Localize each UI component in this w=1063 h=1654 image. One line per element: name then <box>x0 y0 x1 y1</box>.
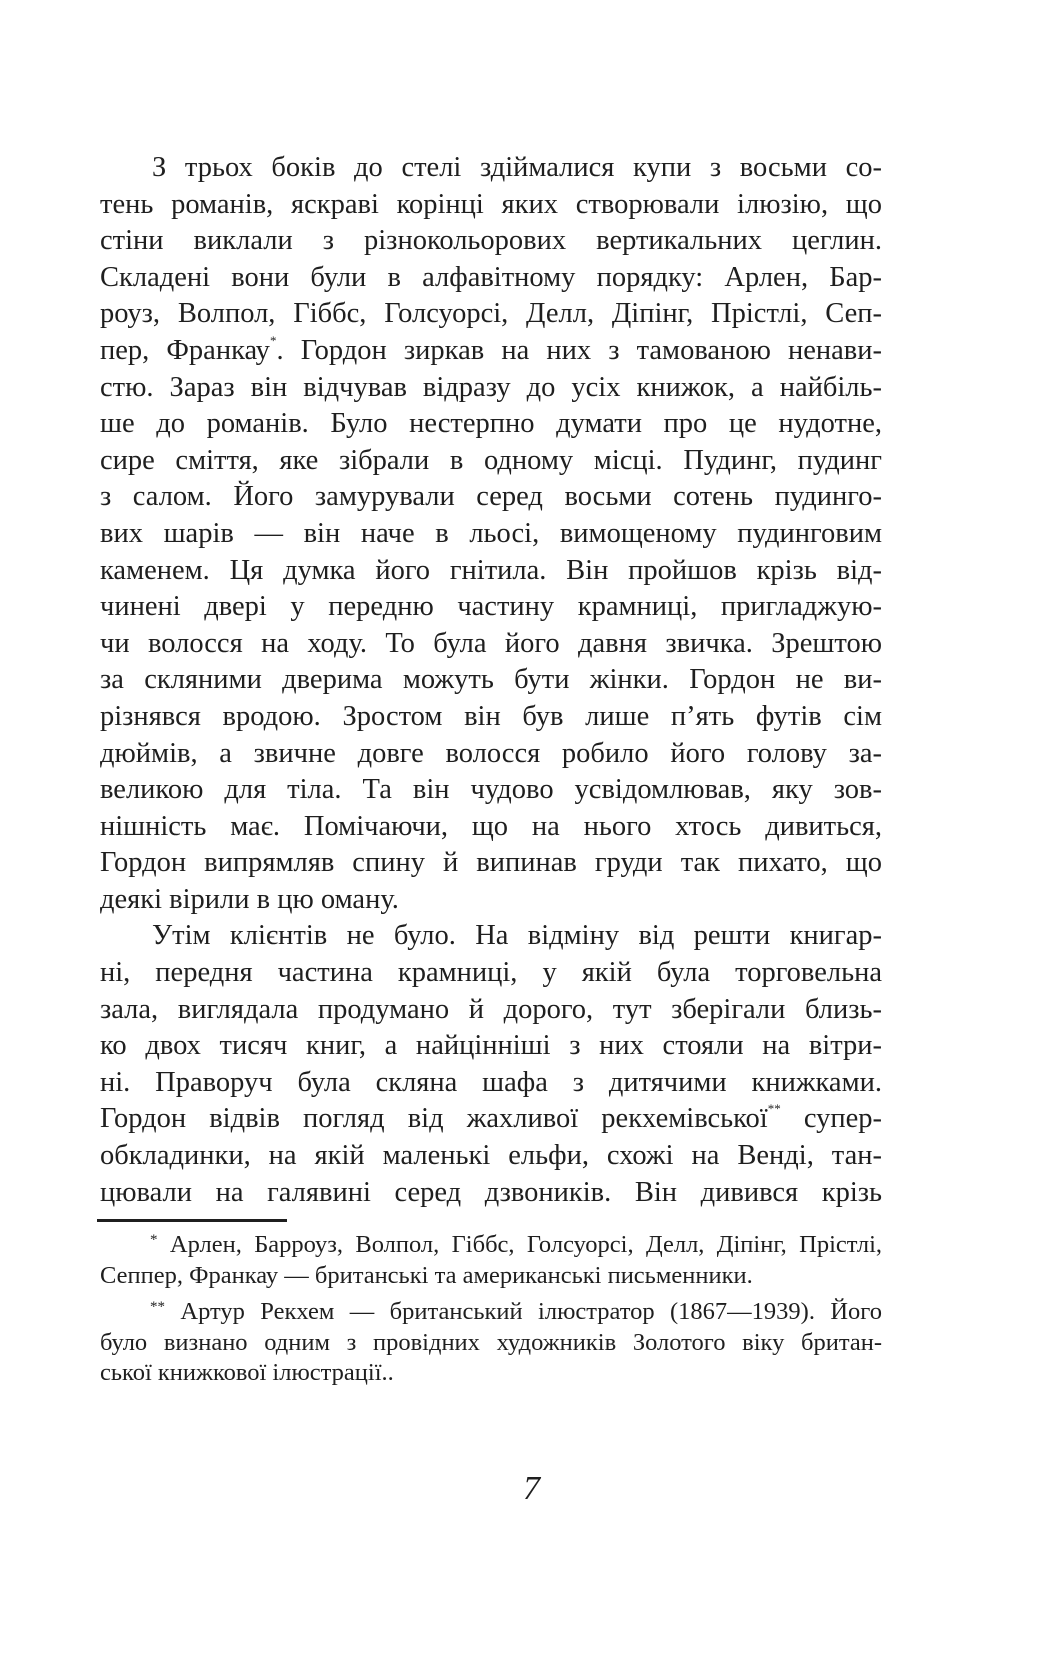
footnote-2 <box>100 1297 882 1389</box>
text-line: ні, передня частина крамниці, у якій була торговельна <box>100 957 882 989</box>
text-line: чинені двері у передню частину крамниці, пригладжую- <box>100 591 882 623</box>
footnote-1 <box>100 1230 882 1291</box>
text-line: З трьох боків до стелі здіймалися купи з восьми со- <box>152 152 882 183</box>
text-line: різнявся вродою. Зростом він був лише п’ять футів сім <box>100 700 882 732</box>
footnote-divider <box>97 1219 287 1222</box>
text-line: з салом. Його замурували серед восьми сотень пудинго- <box>100 481 882 513</box>
text-line: сире сміття, яке зібрали в одному місці. Пудинг, пудинг <box>100 444 882 476</box>
footnote-text: Арлен, Барроуз, Волпол, Гіббс, Голсуорсі, Делл, Діпінг, Прістлі, <box>157 1231 882 1258</box>
text-segment: пер, Франкау <box>100 334 270 366</box>
text-line: ко двох тисяч книг, а найцінніші з них стояли на вітри- <box>100 1030 882 1062</box>
text-line: зала, виглядала продумано й дорого, тут зберігали близь- <box>100 993 882 1025</box>
text-line: Складені вони були в алфавітному порядку: Арлен, Бар- <box>100 261 882 293</box>
text-line: обкладинки, на якій маленькі ельфи, схожі на Венді, тан- <box>100 1140 882 1172</box>
text-line: цювали на галявині серед дзвоників. Він дивився крізь <box>100 1176 882 1208</box>
text-line: дюймів, а звичне довге волосся робило його голову за- <box>100 737 882 769</box>
footnote-line: Сеппер, Франкау — британські та американські письменники. <box>100 1261 753 1289</box>
text-line: Гордон випрямляв спину й випинав груди так пихато, що <box>100 847 882 879</box>
text-line: стю. Зараз він відчував відразу до усіх книжок, а найбіль- <box>100 371 882 403</box>
text-line: деякі вірили в цю оману. <box>100 883 399 915</box>
footnote-reference-2[interactable]: ** <box>767 1101 781 1117</box>
text-line: ні. Праворуч була скляна шафа з дитячими книжками. <box>100 1066 882 1098</box>
text-line: вих шарів — він наче в льосі, вимощеному пудинговим <box>100 517 882 549</box>
text-line: великою для тіла. Та він чудово усвідомлював, яку зов- <box>100 774 882 806</box>
footnote-line: було визнано одним з провідних художників Золотого віку британ- <box>100 1328 882 1356</box>
text-segment: . Гордон зиркав на них з тамованою ненави- <box>276 334 882 366</box>
page-number: 7 <box>523 1470 540 1507</box>
footnote-line <box>100 1230 882 1261</box>
footnote-line <box>100 1297 882 1328</box>
footnote-line: ської книжкової ілюстрації.. <box>100 1359 394 1386</box>
text-line <box>100 333 882 370</box>
paragraph-1 <box>100 150 882 918</box>
text-line: за скляними дверима можуть бути жінки. Гордон не ви- <box>100 664 882 696</box>
paragraph-2 <box>100 918 882 1211</box>
text-line: тень романів, яскраві корінці яких створювали ілюзію, що <box>100 188 882 220</box>
body-text <box>100 150 882 1211</box>
footnote-mark: * <box>150 1232 158 1248</box>
text-line: ше до романів. Було нестерпно думати про це нудотне, <box>100 408 882 440</box>
text-line <box>100 1101 882 1138</box>
text-segment: супер- <box>780 1103 882 1135</box>
text-line: Утім клієнтів не було. На відміну від решти книгар- <box>152 920 882 952</box>
text-line: каменем. Ця думка його гнітила. Він пройшов крізь від- <box>100 554 882 586</box>
footnote-text: Артур Рекхем — британський ілюстратор (1867—1939). Його <box>165 1298 882 1325</box>
footnote-mark: ** <box>150 1299 165 1315</box>
text-line: нішність має. Помічаючи, що на нього хтось дивиться, <box>100 810 882 842</box>
footnote-reference-1[interactable]: * <box>269 332 277 348</box>
text-segment: Гордон відвів погляд від жахливої рекхемівської <box>100 1103 768 1135</box>
text-line: стіни виклали з різнокольорових вертикальних цеглин. <box>100 225 882 257</box>
footnotes <box>100 1230 882 1395</box>
text-line: чи волосся на ходу. То була його давня звичка. Зрештою <box>100 627 882 659</box>
text-line: роуз, Волпол, Гіббс, Голсуорсі, Делл, Діпінг, Прістлі, Сеп- <box>100 298 882 330</box>
